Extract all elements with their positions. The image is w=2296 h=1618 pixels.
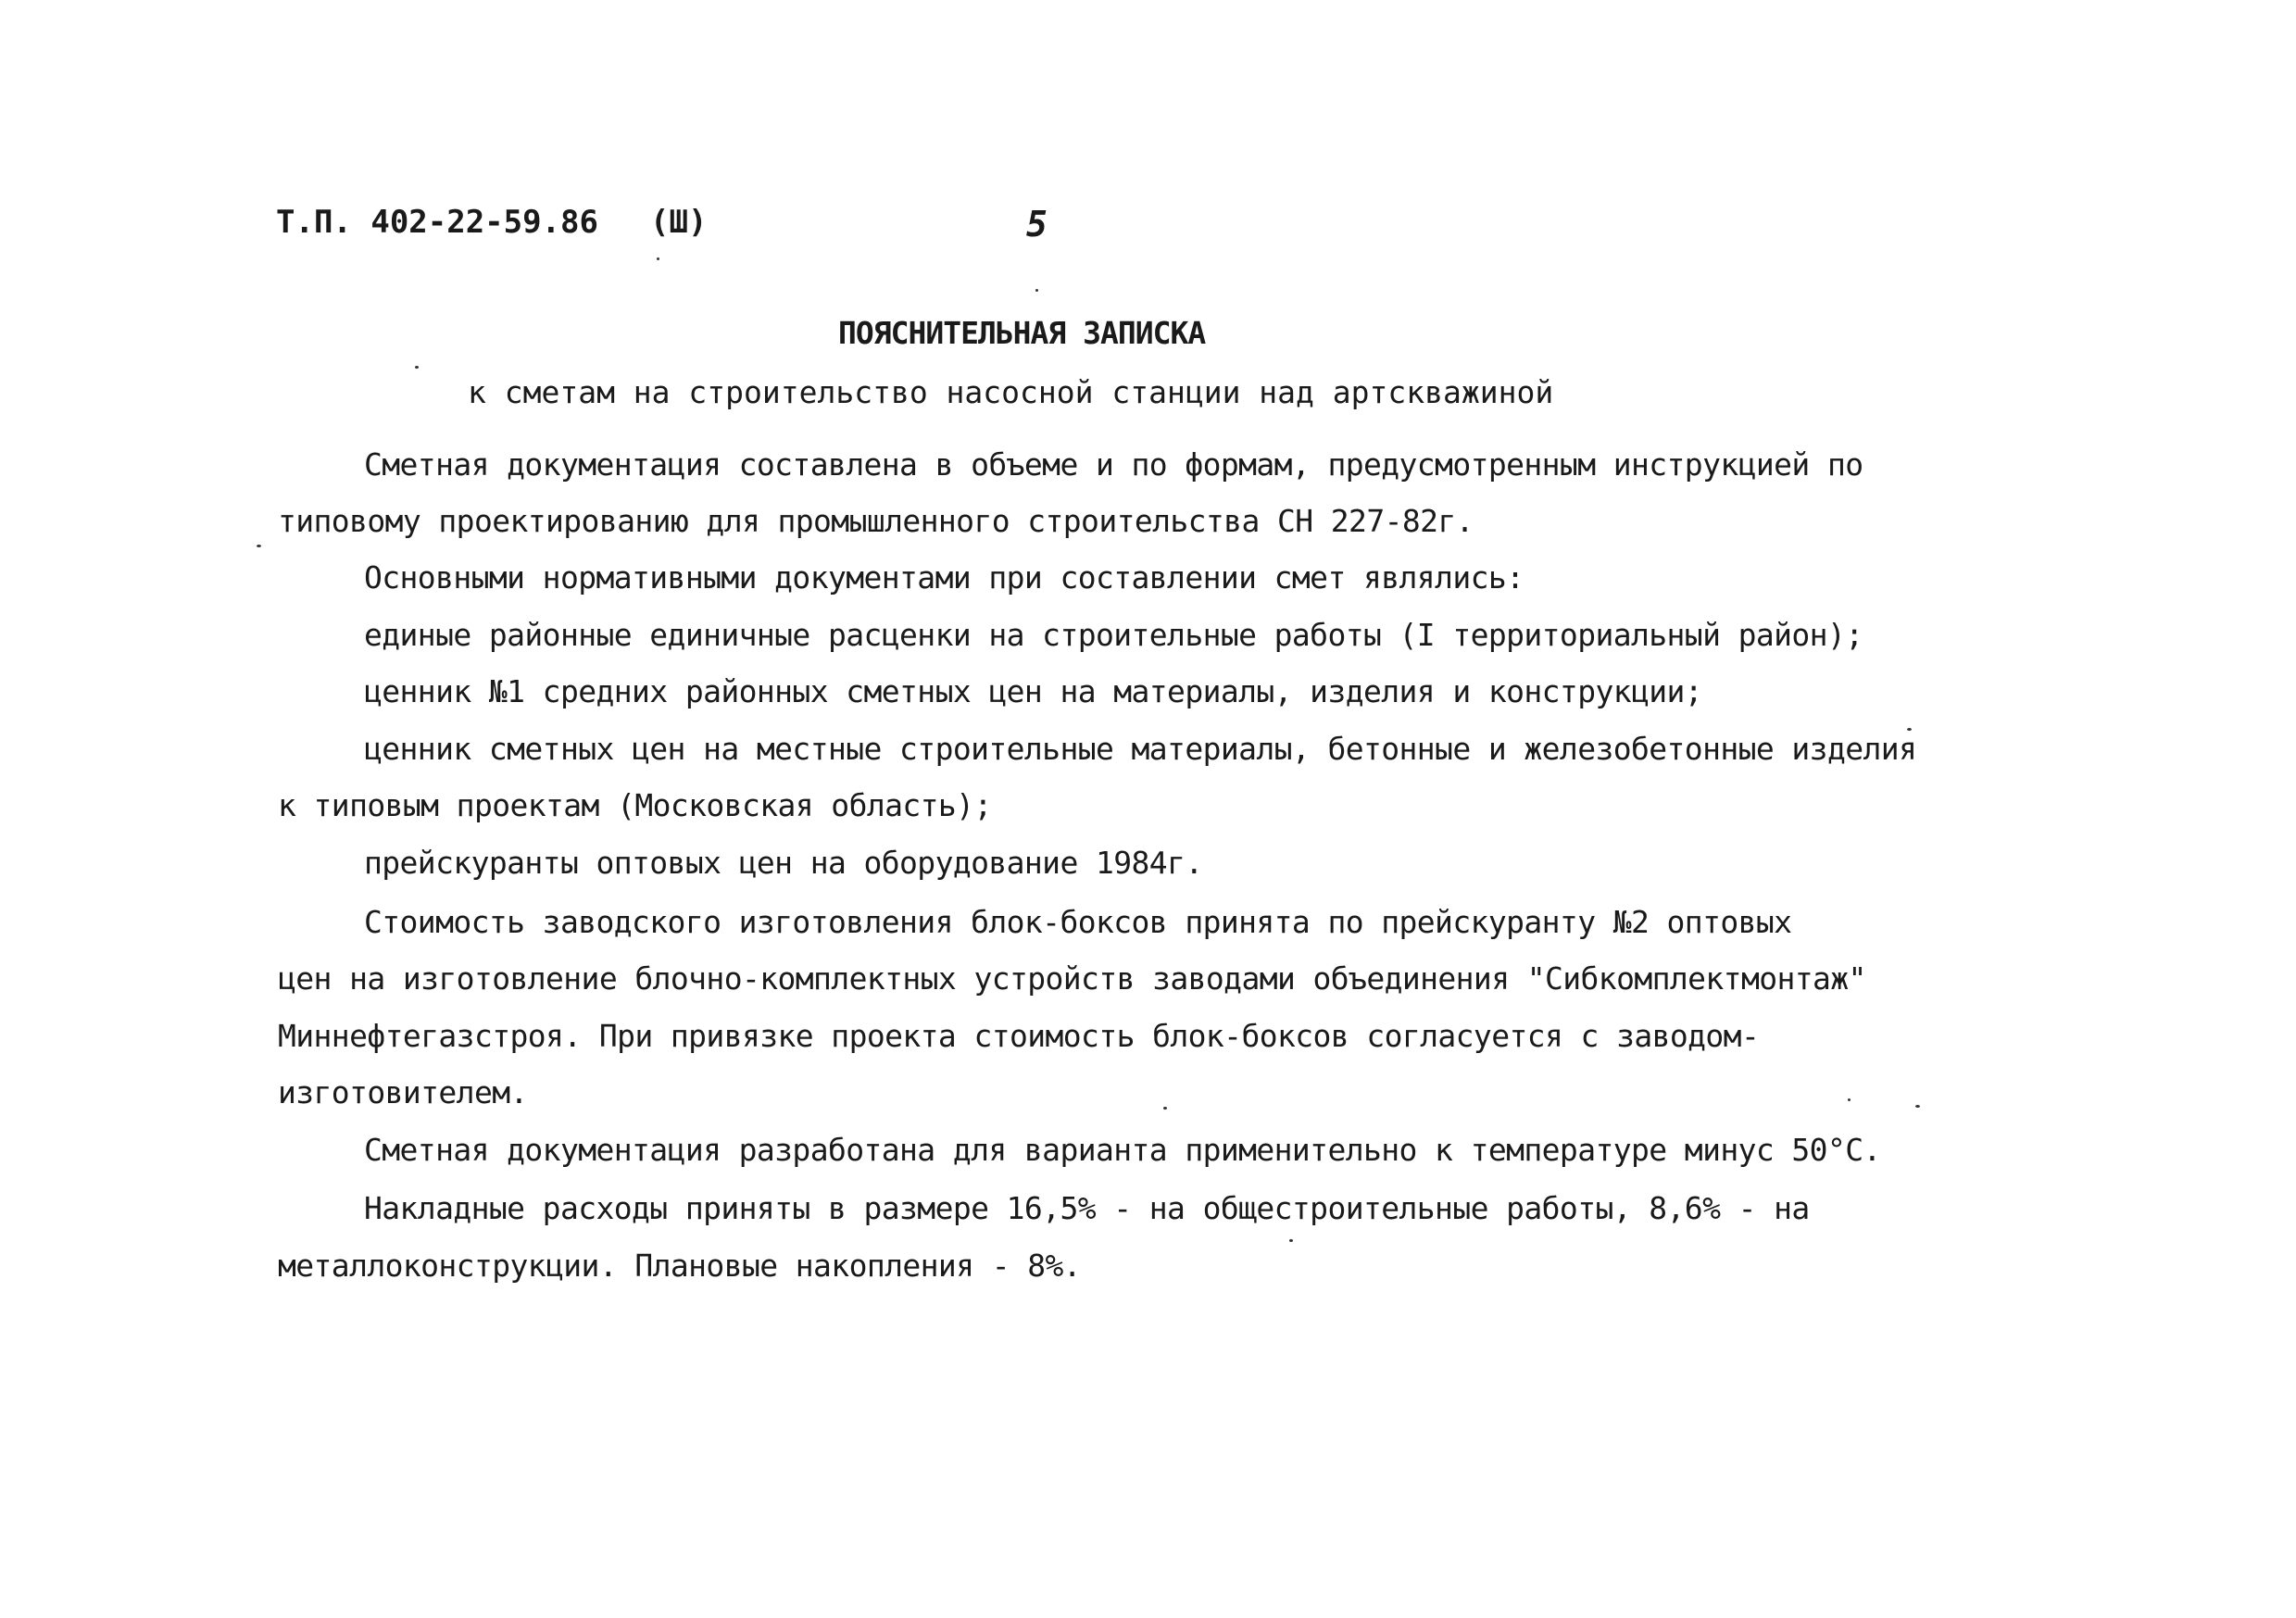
text-line: Накладные расходы приняты в размере 16,5% - на общестроительные работы, 8,6% - на bbox=[364, 1190, 1810, 1226]
text-line: цен на изготовление блочно-комплектных устройств заводами объединения "Сибкомплектмонтаж" bbox=[278, 960, 1866, 997]
text-line: металлоконструкции. Плановые накопления - 8%. bbox=[278, 1248, 1082, 1284]
scan-speck bbox=[1907, 728, 1912, 731]
text-line: Миннефтегазстроя. При привязке проекта стоимость блок-боксов согласуется с заводом- bbox=[278, 1018, 1760, 1054]
document-title: ПОЯСНИТЕЛЬНАЯ ЗАПИСКА bbox=[838, 315, 1206, 351]
scan-speck bbox=[1915, 1105, 1920, 1108]
text-line: Основными нормативными документами при составлении смет являлись: bbox=[364, 559, 1524, 596]
scan-speck bbox=[1163, 1107, 1167, 1110]
text-line: Стоимость заводского изготовления блок-боксов принята по прейскуранту №2 оптовых bbox=[364, 904, 1792, 940]
scan-speck bbox=[1848, 1098, 1851, 1101]
text-line: изготовителем. bbox=[278, 1074, 528, 1110]
scan-speck bbox=[1289, 1239, 1293, 1242]
scan-speck bbox=[415, 366, 419, 369]
album-number: (Ш) bbox=[650, 204, 708, 241]
scan-speck bbox=[1035, 289, 1038, 292]
text-line: к типовым проектам (Московская область); bbox=[278, 787, 992, 823]
scan-speck bbox=[657, 257, 659, 260]
text-line: единые районные единичные расценки на строительные работы (I территориальный район); bbox=[364, 617, 1863, 653]
text-line: ценник №1 средних районных сметных цен на материалы, изделия и конструкции; bbox=[364, 673, 1703, 709]
scan-speck bbox=[257, 545, 261, 547]
page-number: 5 bbox=[1026, 204, 1048, 245]
text-line: Сметная документация разработана для варианта применительно к температуре минус 50°С. bbox=[364, 1132, 1881, 1168]
text-line: типовому проектированию для промышленного строительства СН 227-82г. bbox=[278, 503, 1474, 539]
text-line: ценник сметных цен на местные строительные материалы, бетонные и железобетонные изделия bbox=[364, 731, 1917, 767]
text-line: Сметная документация составлена в объеме и по формам, предусмотренным инструкцией по bbox=[364, 446, 1863, 483]
document-subtitle: к сметам на строительство насосной станции над артскважиной bbox=[468, 374, 1554, 410]
document-code: Т.П. 402-22-59.86 bbox=[276, 204, 598, 241]
text-line: прейскуранты оптовых цен на оборудование 1984г. bbox=[364, 845, 1203, 881]
